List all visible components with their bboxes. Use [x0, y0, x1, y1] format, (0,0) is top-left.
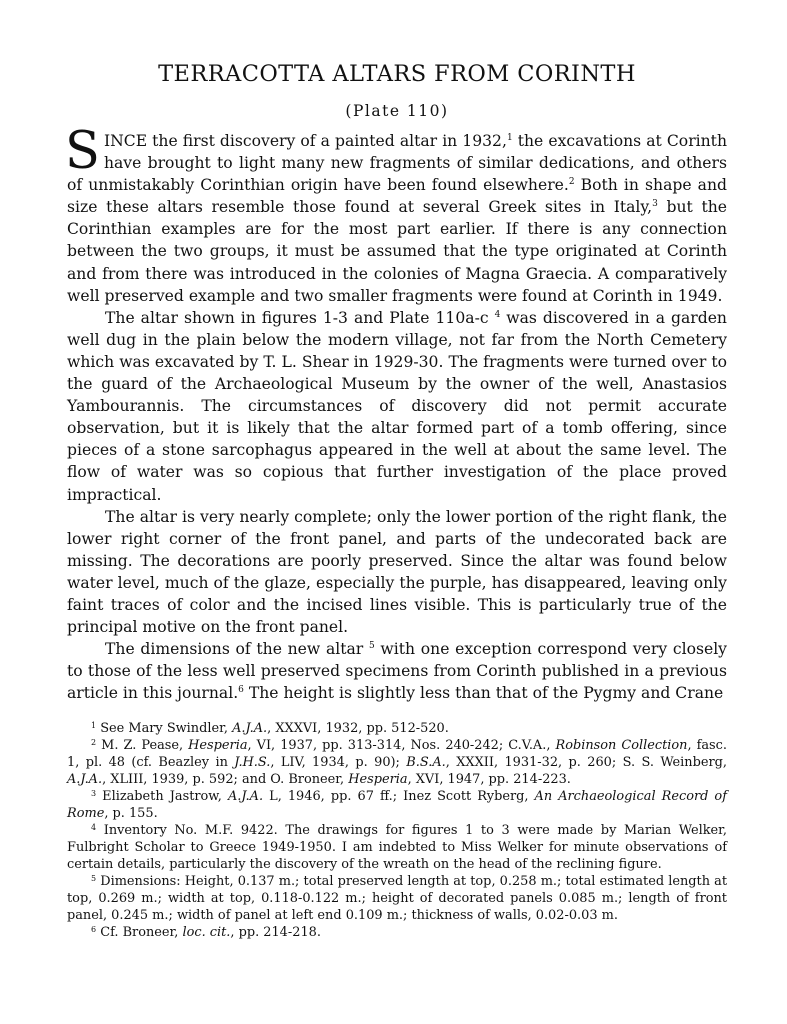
footnote-ref-1: 1: [506, 133, 513, 143]
footnote-4: $^4$ Inventory No. M.F. 9422. The drawings for figures 1 to 3 were made by Marian Welker, Fulbright Scholar to Greece 1949-1950. I am indebted to Miss Welker for minute observations of certain details, particularly the discovery of the wreath on the head of the reclining figure.: [67, 823, 727, 873]
footnote-ref-3: 3: [652, 199, 658, 210]
paragraph-4: The dimensions of the new altar $^5$ with one exception correspond very closely to those of the less well preserved specimens from Corinth published in a previous article in this journal.$^6$ The height is slightly less than that of the Pygmy and Crane: [67, 640, 727, 703]
footnotes: [67, 720, 727, 941]
paragraph-1: SINCE the first discovery of a painted altar in 1932,$^1$ the excavations at Corinth have brought to light many new fragments of similar dedications, and others of unmistakably Corinthian origin have been found elsewhere.$^2$ Both in shape and size these altars resemble those found at several Greek sites in Italy,$^3$ but the Corinthian examples are for the most part earlier. If there is any connection between the two groups, it must be assumed that the type originated at Corinth and from there was introduced in the colonies of Magna Graecia. A comparatively well preserved example and two smaller fragments were found at Corinth in 1949.: [65, 122, 727, 305]
footnote-2: $^2$ M. Z. Pease, Hesperia, VI, 1937, pp. 313-314, Nos. 240-242; C.V.A., Robinson Collection, fasc. 1, pl. 48 (cf. Beazley in J.H.S., LIV, 1934, p. 90); B.S.A., XXXII, 1931-32, p. 260; S. S. Weinberg, A.J.A., XLIII, 1939, p. 592; and O. Broneer, Hesperia, XVI, 1947, pp. 214-223.: [67, 738, 727, 788]
footnote-6: $^6$ Cf. Broneer, loc. cit., pp. 214-218.: [91, 925, 321, 941]
article-page: [67, 60, 727, 941]
article-title: TERRACOTTA ALTARS FROM CORINTH: [158, 61, 636, 87]
drop-cap: S: [65, 122, 100, 181]
footnote-ref-2: 2: [568, 177, 575, 188]
footnote-5: $^5$ Dimensions: Height, 0.137 m.; total preserved length at top, 0.258 m.; total estimated length at top, 0.269 m.; width at top, 0.118-0.122 m.; height of decorated panels 0.085 m.; length of front panel, 0.245 m.; width of panel at left end 0.109 m.; thickness of walls, 0.02-0.03 m.: [67, 874, 727, 924]
paragraph-3: The altar is very nearly complete; only the lower portion of the right flank, the lower right corner of the front panel, and parts of the undecorated back are missing. The decorations are poorly preserved. Since the altar was found below water level, much of the glaze, especially the purple, has disappeared, leaving only faint traces of color and the incised lines visible. This is particularly true of the principal motive on the front panel.: [67, 507, 727, 637]
plate-reference: (Plate 110): [345, 102, 449, 120]
footnote-ref-5: 5: [368, 641, 375, 652]
article-body: [65, 122, 727, 704]
paragraph-2: The altar shown in figures 1-3 and Plate 110a-c $^4$ was discovered in a garden well dug in the plain below the modern village, not far from the North Cemetery which was excavated by T. L. Shear in 1929-30. The fragments were turned over to the guard of the Archaeological Museum by the owner of the well, Anastasios Yambourannis. The circumstances of discovery did not permit accurate observation, but it is likely that the altar formed part of a tomb offering, since pieces of a stone sarcophagus appeared in the well at about the same level. The flow of water was so copious that further investigation of the place proved impractical.: [67, 308, 727, 504]
footnote-3: $^3$ Elizabeth Jastrow, A.J.A. L, 1946, pp. 67 ff.; Inez Scott Ryberg, An Archaeological Record of Rome, p. 155.: [67, 789, 727, 822]
footnote-1: $^1$ See Mary Swindler, A.J.A., XXXVI, 1932, pp. 512-520.: [91, 721, 449, 737]
footnote-ref-6: 6: [238, 685, 244, 696]
footnote-ref-4: 4: [494, 309, 501, 320]
